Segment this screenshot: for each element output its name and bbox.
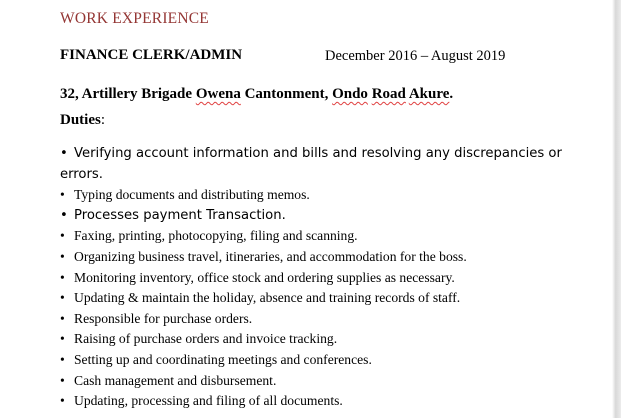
section-heading: WORK EXPERIENCE — [60, 10, 209, 27]
bullet-icon: • — [60, 310, 65, 326]
page-edge-shadow — [612, 0, 621, 418]
duty-item — [60, 309, 580, 330]
duty-item — [60, 247, 580, 268]
job-title: FINANCE CLERK/ADMIN — [60, 47, 243, 63]
duty-item — [60, 268, 580, 289]
bullet-icon: • — [60, 146, 68, 161]
duty-text: Processes payment Transaction. — [74, 207, 286, 223]
duty-item — [60, 185, 580, 206]
address-part: 32, Artillery Brigade — [60, 86, 196, 102]
bullet-icon: • — [60, 207, 68, 223]
duty-text: Responsible for purchase orders. — [74, 310, 253, 326]
duties-label-text: Duties — [60, 112, 101, 128]
duty-item — [60, 371, 580, 392]
bullet-icon: • — [60, 248, 65, 264]
job-dates: December 2016 – August 2019 — [325, 48, 506, 64]
duty-text: Monitoring inventory, office stock and ordering supplies as necessary. — [74, 269, 455, 285]
duty-text: Updating, processing and filing of all documents. — [74, 393, 343, 409]
duty-text: Updating & maintain the holiday, absence and training records of staff. — [74, 290, 461, 306]
address-word-owena: Owena — [195, 86, 241, 102]
bullet-icon: • — [60, 269, 65, 285]
duties-list — [60, 144, 580, 412]
address-word-ondo: Ondo — [332, 86, 368, 102]
duty-item — [60, 329, 580, 350]
duty-text: Typing documents and distributing memos. — [74, 187, 310, 203]
address-word-road: Road — [371, 86, 406, 102]
duty-text: Raising of purchase orders and invoice tracking. — [74, 331, 338, 347]
duty-item — [60, 350, 580, 371]
duty-text: Faxing, printing, photocopying, filing and scanning. — [74, 228, 358, 244]
bullet-icon: • — [60, 351, 65, 367]
bullet-icon: • — [60, 228, 65, 244]
bullet-icon: • — [60, 331, 65, 347]
duty-item — [60, 206, 580, 227]
duty-item — [60, 288, 580, 309]
duty-text: Verifying account information and bills and resolving any discrepancies or errors. — [60, 146, 562, 182]
job-header — [60, 47, 506, 64]
duty-item — [60, 391, 580, 412]
duty-text: Setting up and coordinating meetings and conferences. — [74, 351, 372, 367]
address-word-akure: Akure — [408, 86, 450, 102]
duties-label — [60, 112, 105, 129]
duty-item — [60, 226, 580, 247]
duty-text: Cash management and disbursement. — [74, 372, 277, 388]
bullet-icon: • — [60, 187, 65, 203]
duty-text: Organizing business travel, itineraries, and accommodation for the boss. — [74, 248, 467, 264]
address-period: . — [449, 86, 454, 102]
bullet-icon: • — [60, 372, 65, 388]
bullet-icon: • — [60, 393, 65, 409]
address-part: Cantonment, — [240, 86, 333, 102]
duties-label-colon: : — [100, 112, 106, 128]
bullet-icon: • — [60, 290, 65, 306]
duty-item — [60, 144, 580, 185]
job-address — [60, 86, 453, 103]
